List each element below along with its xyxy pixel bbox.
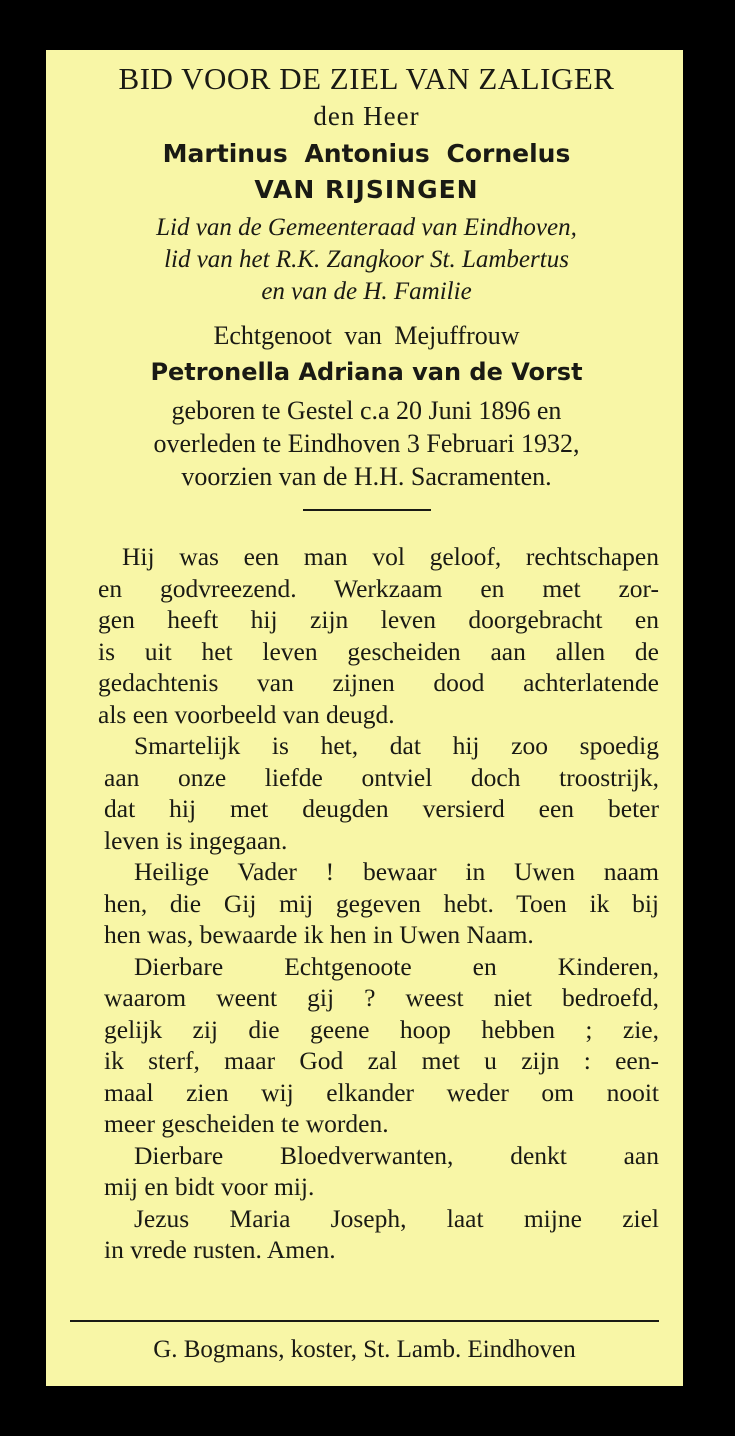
body-line: meer gescheiden te worden. <box>104 1109 389 1138</box>
memorial-card <box>46 50 683 1386</box>
body-line: waarom weent gij ? weest niet bedroefd, <box>104 983 659 1012</box>
body-paragraph <box>74 1203 659 1266</box>
body-line: gedachtenis van zijnen dood achterlatende <box>98 668 659 697</box>
vital-line: voorzien van de H.H. Sacramenten. <box>181 462 552 491</box>
vital-line: geboren te Gestel c.a 20 Juni 1896 en <box>171 396 562 425</box>
divider-short <box>303 509 431 511</box>
body-line: hen was, bewaarde ik hen in Uwen Naam. <box>104 920 534 949</box>
roles-block <box>74 212 659 308</box>
spouse-name: Petronella Adriana van de Vorst <box>150 358 583 386</box>
body-line: en godvreezend. Werkzaam en met zor- <box>98 573 659 603</box>
printer-credit: G. Bogmans, koster, St. Lamb. Eindhoven <box>153 1336 576 1363</box>
deceased-surname: VAN RIJSINGEN <box>254 175 479 204</box>
deceased-given-names: Martinus Antonius Cornelus <box>162 139 571 168</box>
body-line: Smartelijk is het, dat hij zoo spoedig <box>134 731 659 760</box>
body-paragraph <box>74 856 659 951</box>
body-line: in vrede rusten. Amen. <box>104 1235 336 1264</box>
body-text <box>74 541 659 1266</box>
honorific: den Heer <box>313 101 420 131</box>
body-paragraph <box>74 730 659 856</box>
body-line: als een voorbeeld van deugd. <box>98 699 395 729</box>
role-line: lid van het R.K. Zangkoor St. Lambertus <box>164 246 569 273</box>
body-line: dat hij met deugden versierd een beter <box>104 794 659 823</box>
divider-long <box>70 1320 659 1322</box>
spouse-label: Echtgenoot van Mejuffrouw <box>213 321 520 350</box>
body-line: ik sterf, maar God zal met u zijn : een- <box>104 1046 659 1075</box>
prayer-heading: BID VOOR DE ZIEL VAN ZALIGER <box>118 61 615 96</box>
body-line: Dierbare Echtgenoote en Kinderen, <box>134 951 659 981</box>
body-line: mij en bidt voor mij. <box>104 1172 315 1201</box>
role-line: Lid van de Gemeenteraad van Eindhoven, <box>156 214 577 241</box>
body-line: Dierbare Bloedverwanten, denkt aan <box>134 1140 659 1170</box>
body-line: Jezus Maria Joseph, laat mijne ziel <box>134 1203 659 1233</box>
body-line: leven is ingegaan. <box>104 825 288 855</box>
body-paragraph <box>74 1140 659 1203</box>
body-line: aan onze liefde ontviel doch troostrijk, <box>104 762 659 792</box>
body-paragraph <box>74 951 659 1140</box>
body-line: maal zien wij elkander weder om nooit <box>104 1077 659 1107</box>
role-line: en van de H. Familie <box>261 278 472 305</box>
body-line: is uit het leven gescheiden aan allen de <box>98 636 659 666</box>
body-line: Hij was een man vol geloof, rechtschapen <box>122 542 659 571</box>
body-line: Heilige Vader ! bewaar in Uwen naam <box>134 857 659 886</box>
body-paragraph <box>74 541 659 730</box>
body-line: gelijk zij die geene hoop hebben ; zie, <box>104 1014 659 1044</box>
vital-line: overleden te Eindhoven 3 Februari 1932, <box>153 429 580 458</box>
body-line: hen, die Gij mij gegeven hebt. Toen ik bij <box>104 888 659 918</box>
body-line: gen heeft hij zijn leven doorgebracht en <box>98 605 659 634</box>
vitals-block <box>74 394 659 493</box>
